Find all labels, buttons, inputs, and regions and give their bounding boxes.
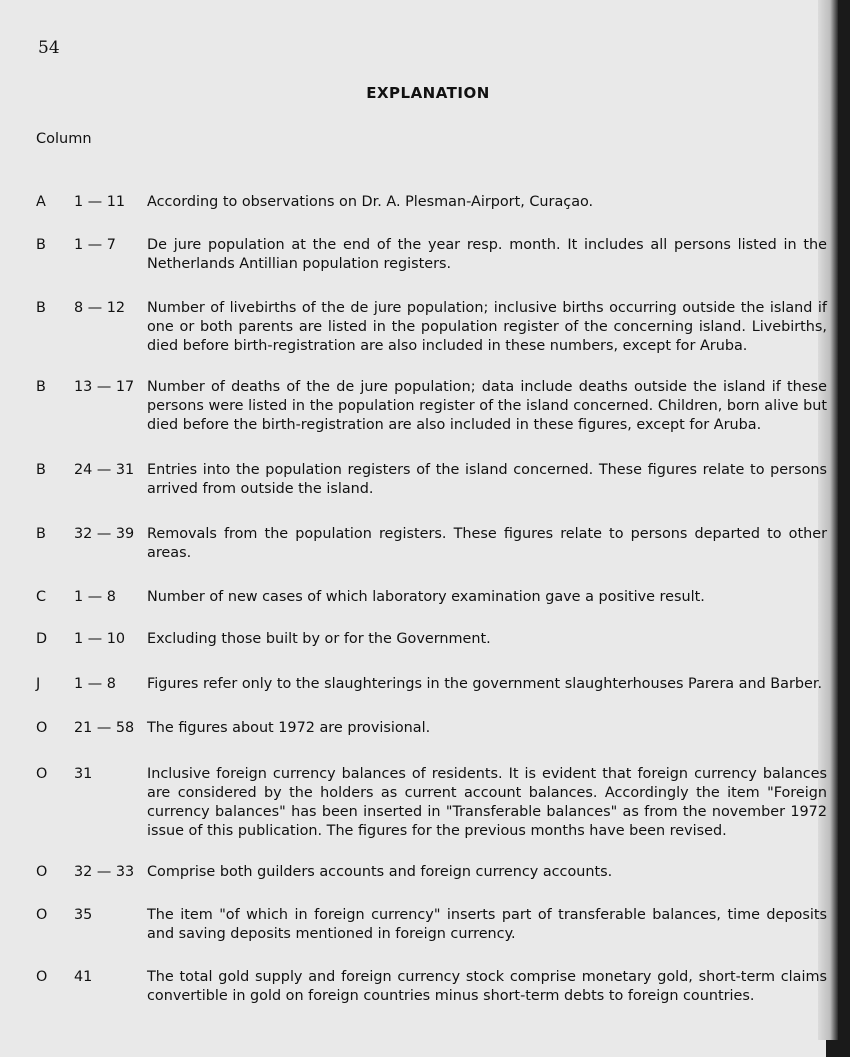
entry-code: B [36,379,46,395]
entry-text: Figures refer only to the slaughterings in the government slaughterhouses Parera and Barber. [147,676,823,692]
entry-code: B [36,237,46,253]
entry-text: Removals from the population registers. These figures relate to persons departed to other areas. [147,526,827,561]
entry-text: De jure population at the end of the year resp. month. It includes all persons listed in the Netherlands Antillian population registers. [147,237,827,272]
entry-text: Comprise both guilders accounts and foreign currency accounts. [147,864,613,880]
entry-code: O [36,766,48,782]
entry-code: B [36,526,46,542]
entry-text: The item "of which in foreign currency" inserts part of transferable balances, time deposits and saving deposits mentioned in foreign currency. [147,907,827,942]
entry-code: J [36,676,41,692]
entry-text: Number of livebirths of the de jure population; inclusive births occurring outside the island if one or both parents are listed in the population register of the concerning island. Livebirths, died before birth-registration are also included in these numbers, except for Aruba. [147,300,827,354]
entry-code: O [36,864,48,880]
entry-text: The figures about 1972 are provisional. [147,720,431,736]
entry-range: 1 — 7 [74,237,116,253]
page-number: 54 [38,38,60,58]
entry-code: O [36,907,48,923]
page-title: EXPLANATION [366,84,490,102]
entry-range: 21 — 58 [74,720,135,736]
entry-code: A [36,194,46,210]
entry-range: 32 — 33 [74,864,135,880]
entry-range: 1 — 8 [74,589,116,605]
entry-range: 8 — 12 [74,300,126,316]
entry-range: 24 — 31 [74,462,135,478]
entry-code: O [36,720,48,736]
entry-code: O [36,969,48,985]
entry-range: 31 [74,766,93,782]
entry-code: C [36,589,47,605]
entry-text: Entries into the population registers of the island concerned. These figures relate to persons arrived from outside the island. [147,462,827,497]
page-edge [818,0,838,1040]
entry-range: 41 [74,969,93,985]
entry-range: 13 — 17 [74,379,135,395]
entry-text: According to observations on Dr. A. Plesman-Airport, Curaçao. [147,194,594,210]
entry-text: Excluding those built by or for the Government. [147,631,491,647]
entry-range: 1 — 8 [74,676,116,692]
column-heading: Column [36,131,92,147]
entry-code: D [36,631,48,647]
entry-range: 32 — 39 [74,526,135,542]
entry-text: Number of new cases of which laboratory examination gave a positive result. [147,589,705,605]
entry-range: 1 — 10 [74,631,126,647]
entry-range: 1 — 11 [74,194,126,210]
entry-text: The total gold supply and foreign currency stock comprise monetary gold, short-term claims convertible in gold on foreign countries minus short-term debts to foreign countries. [147,969,827,1004]
entry-code: B [36,300,46,316]
entry-text: Inclusive foreign currency balances of residents. It is evident that foreign currency balances are considered by the holders as current account balances. Accordingly the item "Foreign currency balances" has been inserted in "Transferable balances" as from the november 1972 issue of this publication. The figures for the previous months have been revised. [147,766,827,839]
entry-range: 35 [74,907,93,923]
entry-code: B [36,462,46,478]
entry-text: Number of deaths of the de jure population; data include deaths outside the island if these persons were listed in the population register of the island concerned. Children, born alive but died before the birth-registration are also included in these figures, except for Aruba. [147,379,827,433]
